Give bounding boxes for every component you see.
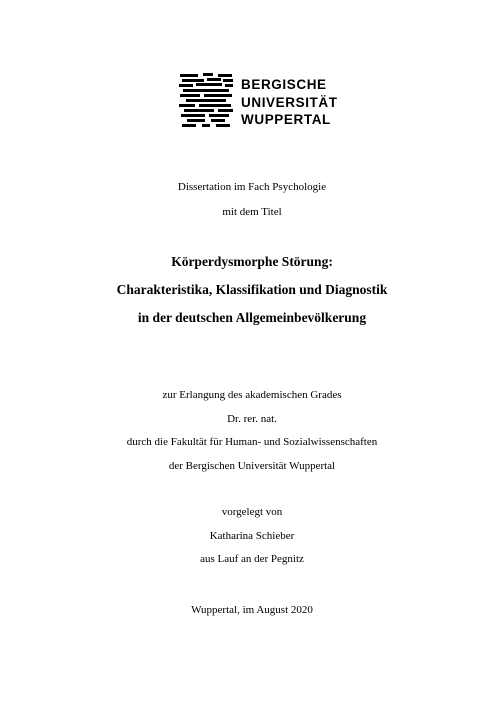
thesis-title-line-3: in der deutschen Allgemeinbevölkerung	[137, 310, 367, 325]
lion-emblem-icon	[178, 72, 235, 130]
thesis-title-line-1: Körperdysmorphe Störung:	[171, 254, 333, 269]
thesis-title-line-2: Charakteristika, Klassifikation und Diagnostik	[116, 282, 388, 297]
intro-line-2: mit dem Titel	[222, 206, 282, 218]
place-date: Wuppertal, im August 2020	[191, 604, 313, 616]
author-name: Katharina Schieber	[209, 530, 295, 542]
intro-line-1: Dissertation im Fach Psychologie	[177, 181, 327, 193]
degree-line-4: der Bergischen Universität Wuppertal	[168, 460, 336, 472]
university-logo	[178, 70, 338, 132]
author-origin: aus Lauf an der Pegnitz	[200, 553, 304, 565]
degree-line-1: zur Erlangung des akademischen Grades	[162, 389, 342, 401]
degree-line-2: Dr. rer. nat.	[227, 413, 277, 425]
university-name	[241, 76, 338, 129]
degree-line-3: durch die Fakultät für Human- und Sozialwissenschaften	[126, 436, 378, 448]
logo-line-1: BERGISCHE	[241, 77, 327, 92]
logo-line-3: WUPPERTAL	[241, 112, 331, 127]
submitted-by-label: vorgelegt von	[221, 506, 283, 518]
logo-line-2: UNIVERSITÄT	[241, 94, 338, 110]
